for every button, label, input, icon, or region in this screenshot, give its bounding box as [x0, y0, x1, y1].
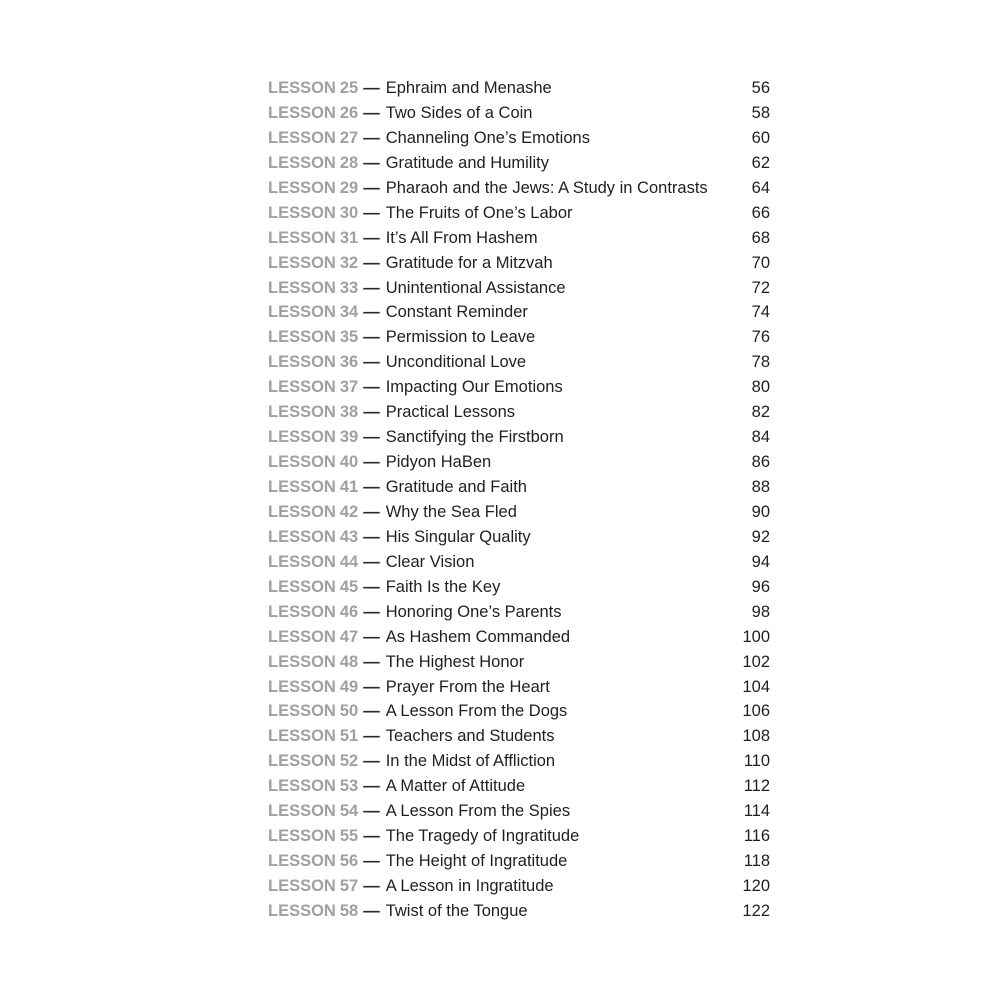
lesson-label: LESSON — [268, 378, 336, 397]
lesson-label: LESSON — [268, 652, 336, 671]
lesson-title: Pharaoh and the Jews: A Study in Contrasts — [385, 178, 708, 197]
toc-entry — [268, 600, 770, 625]
toc-entry — [268, 625, 770, 650]
lesson-title: Unintentional Assistance — [385, 278, 566, 297]
toc-entry — [268, 699, 770, 724]
page-number: 92 — [751, 527, 770, 546]
lesson-title: Why the Sea Fled — [385, 502, 517, 521]
lesson-label: LESSON — [268, 353, 336, 372]
lesson-title: Teachers and Students — [385, 727, 555, 746]
toc-entry — [268, 251, 770, 276]
toc-entry — [268, 500, 770, 525]
lesson-number: 38 — [339, 403, 359, 422]
lesson-title: Channeling One’s Emotions — [385, 128, 590, 147]
toc-entry — [268, 325, 770, 350]
lesson-number: 34 — [339, 303, 359, 322]
separator-dash: — — [363, 652, 380, 671]
lesson-number: 35 — [339, 328, 359, 347]
page-number: 94 — [751, 552, 770, 571]
lesson-title: Honoring One’s Parents — [385, 602, 562, 621]
separator-dash: — — [363, 877, 380, 895]
lesson-number: 28 — [339, 153, 359, 172]
page-number: 98 — [751, 602, 770, 621]
separator-dash: — — [363, 278, 380, 297]
page-number: 64 — [751, 178, 770, 197]
lesson-number: 50 — [339, 702, 359, 721]
lesson-number: 47 — [339, 627, 359, 646]
separator-dash: — — [363, 253, 380, 272]
toc-entry — [268, 899, 770, 924]
separator-dash: — — [363, 752, 380, 771]
toc-entry — [268, 101, 770, 126]
lesson-title: As Hashem Commanded — [385, 627, 571, 646]
separator-dash: — — [363, 552, 380, 571]
lesson-title: A Lesson in Ingratitude — [385, 877, 554, 895]
lesson-number: 36 — [339, 353, 359, 372]
lesson-title: Ephraim and Menashe — [385, 79, 552, 97]
lesson-label: LESSON — [268, 228, 336, 247]
toc-entry — [268, 450, 770, 475]
separator-dash: — — [363, 627, 380, 646]
lesson-label: LESSON — [268, 153, 336, 172]
lesson-title: Sanctifying the Firstborn — [385, 428, 564, 447]
lesson-title: Prayer From the Heart — [385, 677, 550, 696]
separator-dash: — — [363, 852, 380, 871]
lesson-title: Gratitude for a Mitzvah — [385, 253, 553, 272]
page-number: 110 — [743, 752, 770, 771]
lesson-title: It’s All From Hashem — [385, 228, 538, 247]
lesson-title: Twist of the Tongue — [385, 901, 528, 920]
separator-dash: — — [363, 328, 380, 347]
lesson-label: LESSON — [268, 602, 336, 621]
toc-entry — [268, 675, 770, 700]
lesson-label: LESSON — [268, 802, 336, 821]
lesson-number: 53 — [339, 777, 359, 796]
lesson-label: LESSON — [268, 328, 336, 347]
lesson-number: 33 — [339, 278, 359, 297]
page-number: 84 — [751, 428, 770, 447]
separator-dash: — — [363, 802, 380, 821]
lesson-label: LESSON — [268, 627, 336, 646]
toc-entry — [268, 525, 770, 550]
lesson-label: LESSON — [268, 128, 336, 147]
lesson-title: Faith Is the Key — [385, 577, 501, 596]
lesson-title: Permission to Leave — [385, 328, 536, 347]
separator-dash: — — [363, 702, 380, 721]
toc-entry — [268, 874, 770, 899]
toc-entry — [268, 151, 770, 176]
lesson-title: In the Midst of Affliction — [385, 752, 556, 771]
separator-dash: — — [363, 303, 380, 322]
separator-dash: — — [363, 527, 380, 546]
lesson-label: LESSON — [268, 901, 336, 920]
lesson-title: The Height of Ingratitude — [385, 852, 568, 871]
lesson-number: 26 — [339, 103, 359, 122]
lesson-title: Gratitude and Faith — [385, 478, 527, 496]
page-number: 72 — [751, 278, 770, 297]
page-number: 88 — [751, 478, 770, 496]
lesson-number: 58 — [339, 901, 359, 920]
toc-entry — [268, 176, 770, 201]
page-number: 80 — [751, 378, 770, 397]
lesson-label: LESSON — [268, 827, 336, 846]
lesson-label: LESSON — [268, 752, 336, 771]
separator-dash: — — [363, 353, 380, 372]
lesson-title: The Highest Honor — [385, 652, 525, 671]
separator-dash: — — [363, 378, 380, 397]
lesson-title: A Lesson From the Dogs — [385, 702, 568, 721]
lesson-title: Gratitude and Humility — [385, 153, 549, 172]
page-number: 120 — [742, 877, 770, 895]
page-number: 100 — [742, 627, 770, 646]
lesson-number: 43 — [339, 527, 359, 546]
lesson-label: LESSON — [268, 203, 336, 222]
lesson-number: 39 — [339, 428, 359, 447]
lesson-number: 46 — [339, 602, 359, 621]
page-number: 102 — [742, 652, 770, 671]
lesson-number: 52 — [339, 752, 359, 771]
lesson-title: His Singular Quality — [385, 527, 531, 546]
lesson-label: LESSON — [268, 278, 336, 297]
page-number: 76 — [751, 328, 770, 347]
page-number: 118 — [743, 852, 770, 871]
page-number: 78 — [751, 353, 770, 372]
toc-entry — [268, 375, 770, 400]
lesson-title: Two Sides of a Coin — [385, 103, 533, 122]
lesson-number: 44 — [339, 552, 359, 571]
page-number: 82 — [751, 403, 770, 422]
lesson-label: LESSON — [268, 852, 336, 871]
lesson-number: 41 — [339, 478, 359, 496]
toc-entry — [268, 799, 770, 824]
toc-entry — [268, 550, 770, 575]
page-number: 116 — [743, 827, 770, 846]
separator-dash: — — [363, 228, 380, 247]
lesson-label: LESSON — [268, 702, 336, 721]
toc-entry — [268, 575, 770, 600]
toc-entry — [268, 126, 770, 151]
separator-dash: — — [363, 178, 380, 197]
lesson-number: 27 — [339, 128, 359, 147]
separator-dash: — — [363, 153, 380, 172]
page-number: 114 — [743, 802, 770, 821]
lesson-number: 57 — [339, 877, 359, 895]
lesson-label: LESSON — [268, 527, 336, 546]
separator-dash: — — [363, 901, 380, 920]
separator-dash: — — [363, 103, 380, 122]
toc-entry — [268, 350, 770, 375]
lesson-label: LESSON — [268, 552, 336, 571]
lesson-title: A Lesson From the Spies — [385, 802, 571, 821]
lesson-label: LESSON — [268, 877, 336, 895]
page-number: 90 — [751, 502, 770, 521]
separator-dash: — — [363, 602, 380, 621]
lesson-number: 48 — [339, 652, 359, 671]
page-number: 56 — [751, 79, 770, 97]
page-number: 104 — [742, 677, 770, 696]
separator-dash: — — [363, 428, 380, 447]
toc-entry — [268, 650, 770, 675]
lesson-number: 37 — [339, 378, 359, 397]
lesson-title: Practical Lessons — [385, 403, 516, 422]
lesson-title: Unconditional Love — [385, 353, 527, 372]
toc-entry — [268, 849, 770, 874]
lesson-number: 32 — [339, 253, 359, 272]
toc-entry — [268, 475, 770, 500]
separator-dash: — — [363, 827, 380, 846]
page-number: 112 — [743, 777, 770, 796]
separator-dash: — — [363, 203, 380, 222]
lesson-number: 54 — [339, 802, 359, 821]
toc-entry — [268, 226, 770, 251]
lesson-label: LESSON — [268, 303, 336, 322]
lesson-title: Constant Reminder — [385, 303, 528, 322]
toc-entry — [268, 824, 770, 849]
lesson-label: LESSON — [268, 103, 336, 122]
page-number: 122 — [742, 901, 770, 920]
separator-dash: — — [363, 777, 380, 796]
separator-dash: — — [363, 502, 380, 521]
lesson-number: 25 — [339, 79, 359, 97]
lesson-number: 30 — [339, 203, 359, 222]
separator-dash: — — [363, 128, 380, 147]
page-number: 106 — [742, 702, 770, 721]
toc-entry — [268, 300, 770, 325]
lesson-number: 45 — [339, 577, 359, 596]
lesson-number: 56 — [339, 852, 359, 871]
page-number: 74 — [751, 303, 770, 322]
separator-dash: — — [363, 677, 380, 696]
lesson-number: 51 — [339, 727, 359, 746]
separator-dash: — — [363, 727, 380, 746]
page-number: 70 — [751, 253, 770, 272]
lesson-number: 29 — [339, 178, 359, 197]
lesson-label: LESSON — [268, 178, 336, 197]
lesson-label: LESSON — [268, 428, 336, 447]
lesson-label: LESSON — [268, 677, 336, 696]
lesson-title: Impacting Our Emotions — [385, 378, 563, 397]
table-of-contents — [268, 76, 770, 924]
toc-entry — [268, 774, 770, 799]
lesson-title: Pidyon HaBen — [385, 453, 492, 472]
lesson-label: LESSON — [268, 727, 336, 746]
toc-entry — [268, 400, 770, 425]
lesson-title: The Fruits of One’s Labor — [385, 203, 573, 222]
lesson-number: 40 — [339, 453, 359, 472]
page-number: 60 — [751, 128, 770, 147]
separator-dash: — — [363, 577, 380, 596]
lesson-label: LESSON — [268, 478, 336, 496]
lesson-label: LESSON — [268, 577, 336, 596]
toc-entry — [268, 276, 770, 301]
lesson-label: LESSON — [268, 777, 336, 796]
toc-entry — [268, 724, 770, 749]
lesson-title: A Matter of Attitude — [385, 777, 526, 796]
page-number: 86 — [751, 453, 770, 472]
toc-entry — [268, 749, 770, 774]
toc-entry — [268, 425, 770, 450]
page-number: 96 — [751, 577, 770, 596]
separator-dash: — — [363, 453, 380, 472]
lesson-label: LESSON — [268, 453, 336, 472]
lesson-label: LESSON — [268, 79, 336, 97]
page-number: 66 — [751, 203, 770, 222]
page-number: 68 — [751, 228, 770, 247]
page-number: 62 — [751, 153, 770, 172]
lesson-number: 42 — [339, 502, 359, 521]
separator-dash: — — [363, 79, 380, 97]
toc-entry — [268, 201, 770, 226]
lesson-number: 55 — [339, 827, 359, 846]
toc-entry — [268, 76, 770, 101]
page-number: 108 — [742, 727, 770, 746]
lesson-number: 49 — [339, 677, 359, 696]
page-number: 58 — [751, 103, 770, 122]
lesson-number: 31 — [339, 228, 359, 247]
lesson-label: LESSON — [268, 502, 336, 521]
lesson-label: LESSON — [268, 253, 336, 272]
separator-dash: — — [363, 478, 380, 496]
lesson-label: LESSON — [268, 403, 336, 422]
separator-dash: — — [363, 403, 380, 422]
lesson-title: Clear Vision — [385, 552, 475, 571]
lesson-title: The Tragedy of Ingratitude — [385, 827, 580, 846]
